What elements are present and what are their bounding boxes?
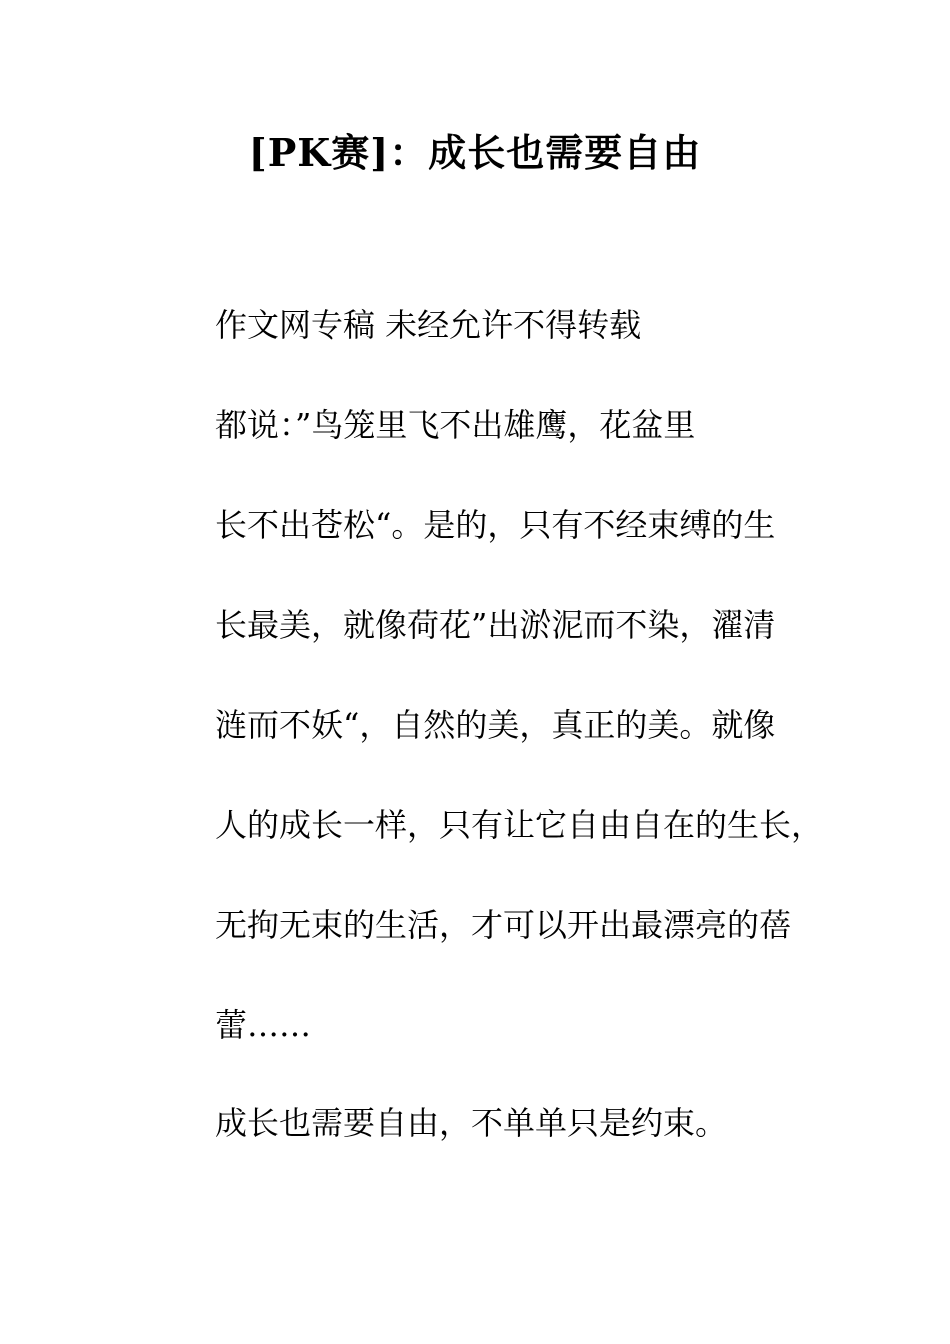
paragraph-line: 涟而不妖“，自然的美，真正的美。就像: [215, 706, 776, 744]
paragraph-conclusion: [145, 1073, 805, 1173]
paragraph-main: [145, 375, 824, 1075]
page-title: [PK赛]：成长也需要自由: [248, 130, 702, 175]
paragraph-line: 成长也需要自由，不单单只是约束。: [215, 1104, 728, 1142]
paragraph-line: 人的成长一样，只有让它自由自在的生长，: [215, 806, 824, 844]
paragraph-copyright-notice: [145, 275, 805, 375]
paragraph-line: 都说：”鸟笼里飞不出雄鹰，花盆里: [215, 406, 696, 444]
paragraph-line: 作文网专稿 未经允许不得转载: [215, 306, 642, 344]
paragraph-line: 长不出苍松“。是的，只有不经束缚的生: [215, 506, 776, 544]
paragraph-line: 蕾……: [215, 1006, 312, 1044]
paragraph-line: 无拘无束的生活，才可以开出最漂亮的蓓: [215, 906, 792, 944]
paragraph-line: 长最美，就像荷花”出淤泥而不染，濯清: [215, 606, 776, 644]
